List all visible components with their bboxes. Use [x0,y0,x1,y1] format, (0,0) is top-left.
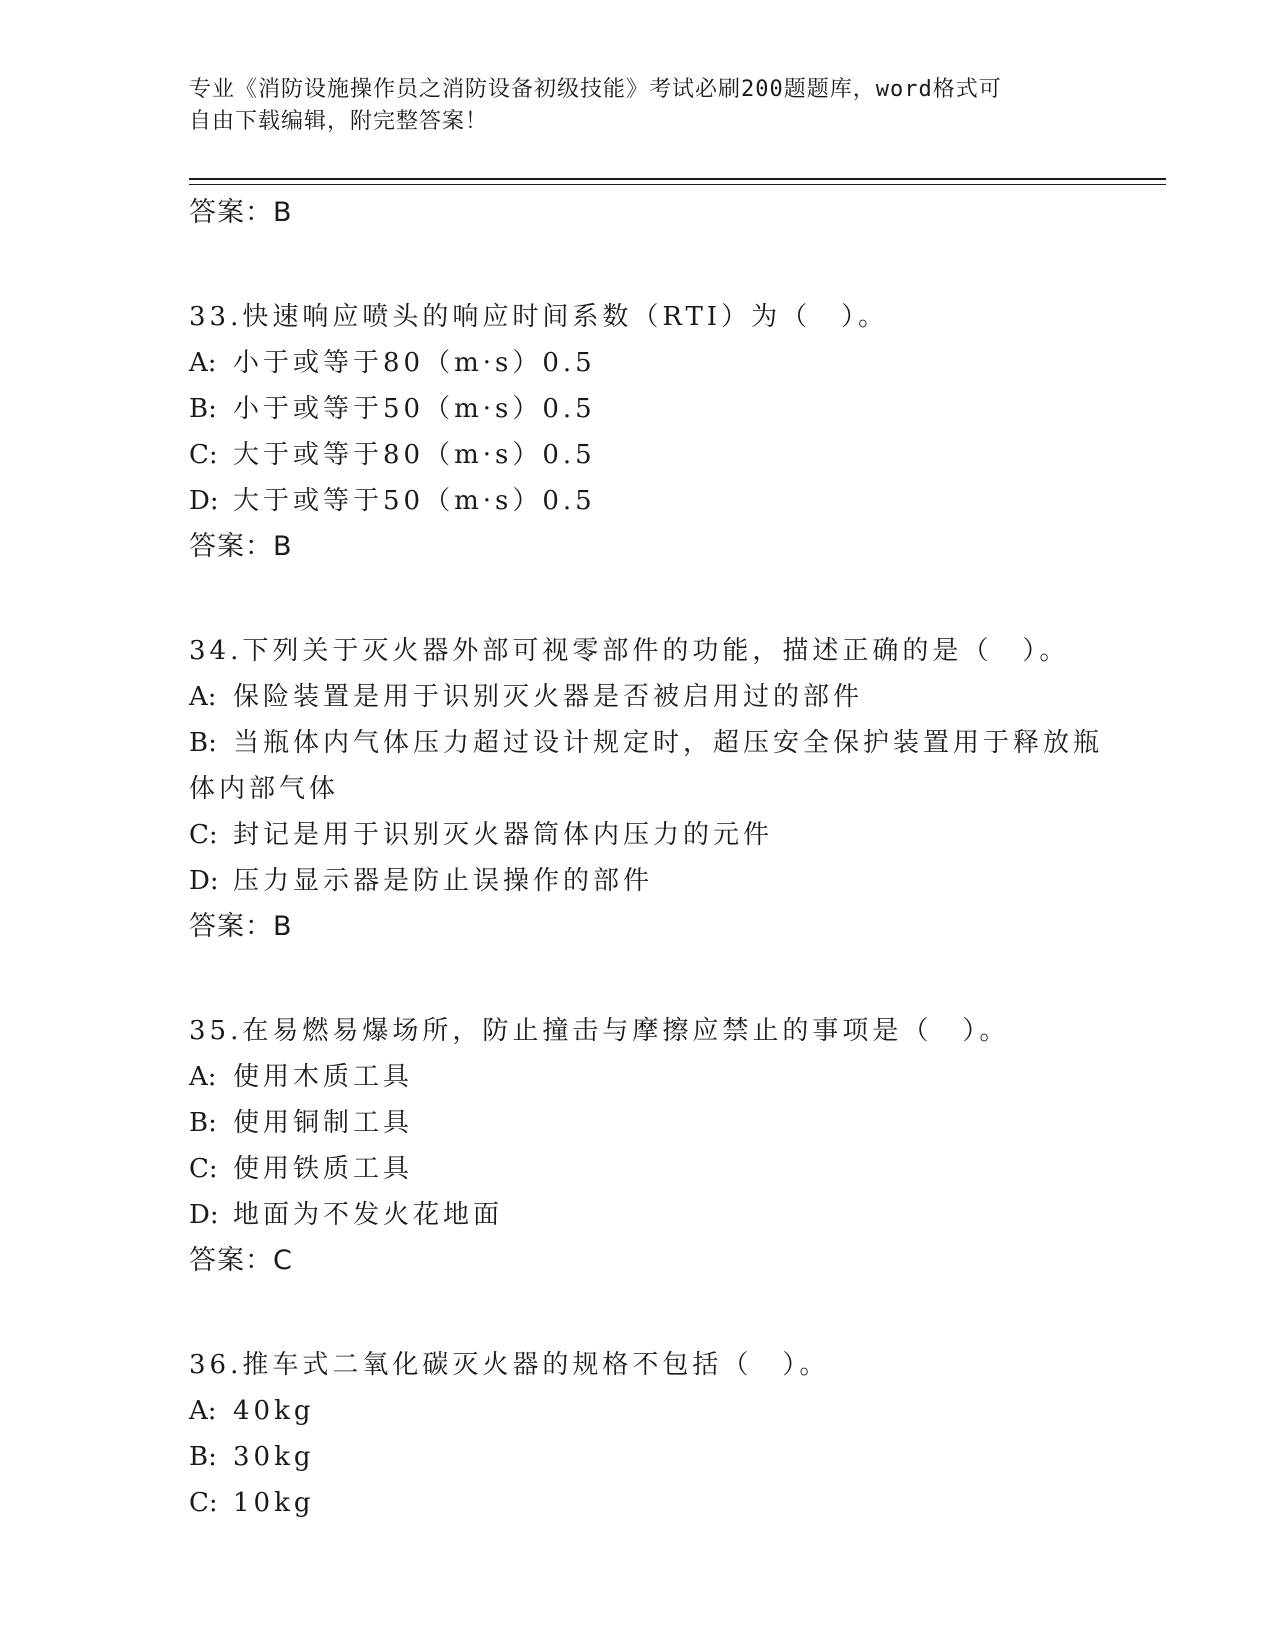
option-a [189,340,1149,386]
answer-line: 答案：B [189,531,293,562]
option-label: C: [189,440,218,470]
option-label: D: [189,866,219,896]
option-text: 压力显示器是防止误操作的部件 [233,866,654,896]
option-text: 40kg [233,1396,315,1426]
spacer [189,950,1149,1008]
option-text: 当瓶体内气体压力超过设计规定时，超压安全保护装置用于释放瓶 [233,728,1104,758]
header-line-1: 专业《消防设施操作员之消防设备初级技能》考试必刷200题题库，word格式可 [189,77,1002,102]
option-label: B: [189,728,217,758]
option-b [189,386,1149,432]
question-stem: 33.快速响应喷头的响应时间系数（RTI）为（ ）。 [189,302,889,332]
option-text: 10kg [233,1488,315,1518]
option-label: A: [189,1396,217,1426]
option-d [189,478,1149,524]
option-text: 使用木质工具 [233,1062,414,1092]
option-text: 小于或等于50（m·s）0.5 [233,394,596,424]
option-label: C: [189,820,218,850]
option-label: B: [189,1108,217,1138]
option-a [189,674,1149,720]
option-label: D: [189,486,219,516]
question-34 [189,628,1149,904]
option-label: A: [189,682,217,712]
question-stem: 36.推车式二氧化碳灭火器的规格不包括（ ）。 [189,1350,830,1380]
option-text: 地面为不发火花地面 [233,1200,504,1230]
question-35 [189,1008,1149,1238]
option-d [189,1192,1149,1238]
option-text: 使用铁质工具 [233,1154,414,1184]
question-stem: 35.在易燃易爆场所，防止撞击与摩擦应禁止的事项是（ ）。 [189,1016,1010,1046]
option-label: C: [189,1154,218,1184]
option-b-continued: 体内部气体 [189,774,340,804]
option-a [189,1054,1149,1100]
question-33 [189,294,1149,524]
option-b [189,720,1149,766]
option-label: D: [189,1200,219,1230]
option-label: A: [189,1062,217,1092]
option-text: 大于或等于80（m·s）0.5 [233,440,596,470]
answer-line: 答案：B [189,197,293,228]
option-label: A: [189,348,217,378]
option-text: 保险装置是用于识别灭火器是否被启用过的部件 [233,682,864,712]
option-c [189,812,1149,858]
option-text: 30kg [233,1442,315,1472]
answer-line: 答案：B [189,911,293,942]
spacer [189,1284,1149,1342]
option-text: 使用铜制工具 [233,1108,414,1138]
header-line-2: 自由下载编辑，附完整答案！ [189,109,489,134]
document-body [189,190,1149,1526]
document-header [189,74,1089,138]
question-stem: 34.下列关于灭火器外部可视零部件的功能，描述正确的是（ ）。 [189,636,1070,666]
option-text: 大于或等于50（m·s）0.5 [233,486,596,516]
option-text: 小于或等于80（m·s）0.5 [233,348,596,378]
option-label: B: [189,394,217,424]
option-b [189,1100,1149,1146]
answer-line: 答案：C [189,1245,293,1276]
option-c [189,1146,1149,1192]
option-a [189,1388,1149,1434]
option-c [189,1480,1149,1526]
option-text: 封记是用于识别灭火器筒体内压力的元件 [233,820,774,850]
option-b [189,1434,1149,1480]
option-label: C: [189,1488,218,1518]
header-rule-thick [189,178,1166,180]
spacer [189,570,1149,628]
option-d [189,858,1149,904]
spacer [189,236,1149,294]
header-rule-thin [189,184,1166,185]
option-c [189,432,1149,478]
question-36 [189,1342,1149,1526]
option-label: B: [189,1442,217,1472]
